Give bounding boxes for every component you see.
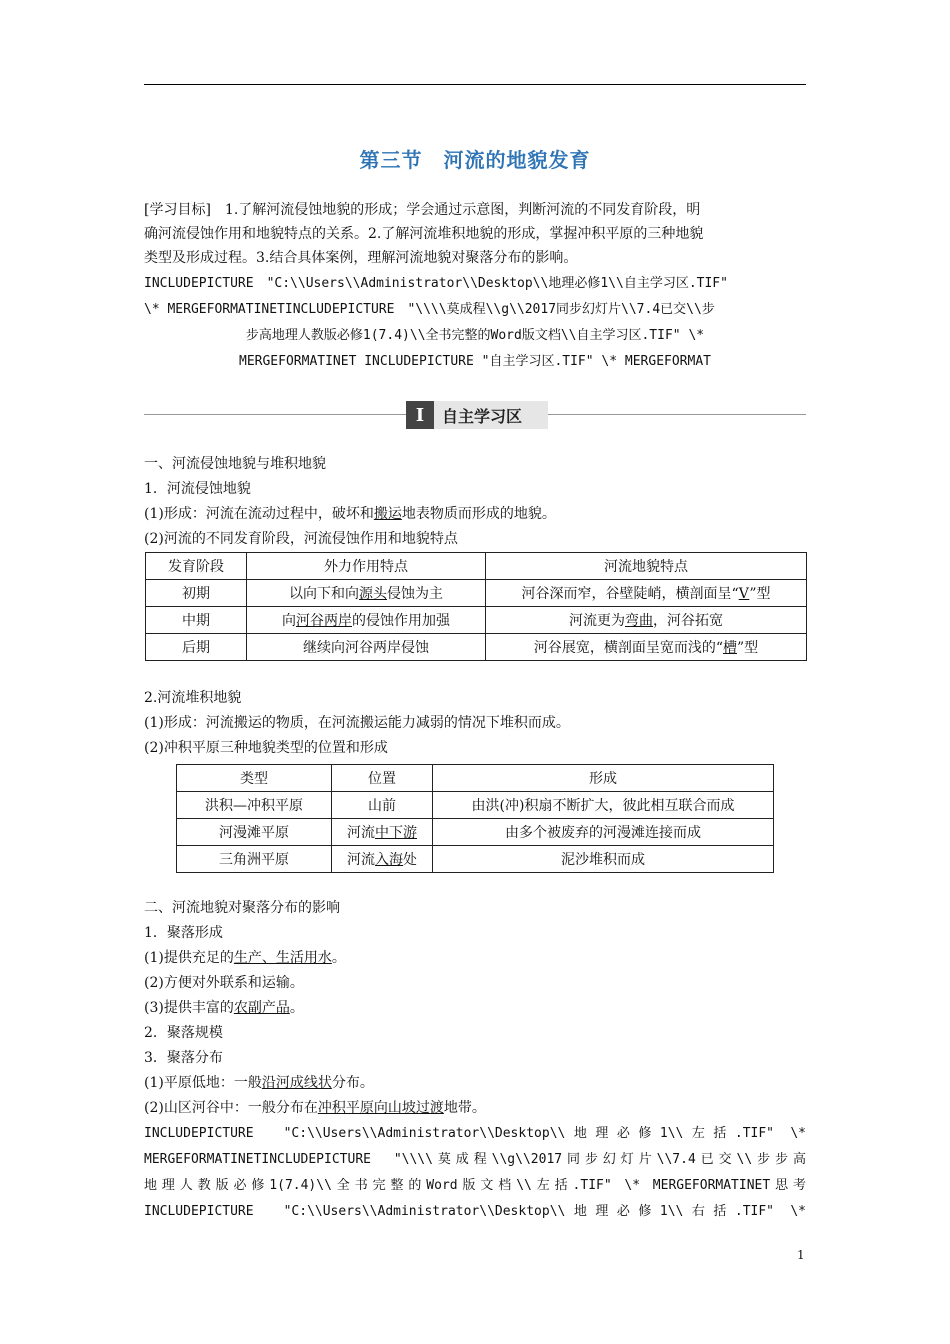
- answer-key: 弯曲: [625, 613, 653, 629]
- answer-key: 槽: [723, 640, 737, 656]
- table-header: 形成: [433, 765, 774, 792]
- answer-key: 河谷两岸: [296, 613, 352, 629]
- text: 河谷深而窄，谷壁陡峭，横剖面呈“: [521, 586, 739, 602]
- table-cell: 三角洲平原: [177, 846, 332, 873]
- text: ”型: [749, 586, 771, 602]
- table-cell: 中期: [146, 607, 247, 634]
- table-cell: [332, 846, 433, 873]
- table-cell: 河漫滩平原: [177, 819, 332, 846]
- table-row: [177, 819, 774, 846]
- table-header-row: [146, 553, 807, 580]
- section-label: 自主学习区: [442, 406, 523, 426]
- table-header: 河流地貌特点: [486, 553, 807, 580]
- table-cell: 泥沙堆积而成: [433, 846, 774, 873]
- table-cell: 继续向河谷两岸侵蚀: [247, 634, 486, 661]
- include-field-line-2: \* MERGEFORMATINETINCLUDEPICTURE "\\\\莫成程\\g\\2017同步幻灯片\\7.4已交\\步: [144, 302, 715, 317]
- text: 河谷展宽，横剖面呈宽而浅的“: [533, 640, 723, 656]
- include-field-bottom-2: MERGEFORMATINETINCLUDEPICTURE "\\\\莫成程\\g\\2017同步幻灯片\\7.4已交\\步步高: [144, 1152, 806, 1167]
- table-cell: [486, 607, 807, 634]
- text: 地表物质而形成的地貌。: [401, 506, 556, 522]
- include-field-bottom-3: 地理人教版必修1(7.4)\\全书完整的Word版文档\\左括.TIF" \* MERGEFORMATINET思考: [144, 1178, 806, 1193]
- table-cell: [247, 580, 486, 607]
- table-cell: 山前: [332, 792, 433, 819]
- table-row: [177, 792, 774, 819]
- part1-sub2: 2.河流堆积地貌: [144, 690, 242, 706]
- text: 分布。: [331, 1075, 374, 1091]
- table-cell: 由多个被废弃的河漫滩连接而成: [433, 819, 774, 846]
- text: 处: [403, 852, 417, 868]
- table-row: [177, 846, 774, 873]
- answer-key: 农副产品: [233, 1000, 290, 1016]
- include-field-bottom-4: INCLUDEPICTURE "C:\\Users\\Administrator\\Desktop\\地理必修1\\右括.TIF" \*: [144, 1204, 806, 1219]
- table-cell: 初期: [146, 580, 247, 607]
- table-cell: [486, 634, 807, 661]
- section-banner-box: [406, 401, 548, 429]
- deposition-types-intro: (2)冲积平原三种地貌类型的位置和形成: [144, 740, 388, 756]
- answer-key: 生产、生活用水: [233, 950, 332, 966]
- table-header: 外力作用特点: [247, 553, 486, 580]
- answer-key: 搬运: [373, 506, 402, 522]
- table-header: 位置: [332, 765, 433, 792]
- answer-key: 沿河成线状: [261, 1075, 332, 1091]
- table-cell: [486, 580, 807, 607]
- text: 以向下和向: [289, 586, 359, 602]
- settlement-item-1: [144, 946, 806, 970]
- text: (1)形成：河流在流动过程中，破坏和: [144, 506, 374, 522]
- objectives-line-1: [学习目标] 1.了解河流侵蚀地貌的形成；学会通过示意图，判断河流的不同发育阶段，明: [144, 202, 701, 218]
- table-cell: [332, 819, 433, 846]
- include-field-bottom-1: INCLUDEPICTURE "C:\\Users\\Administrator\\Desktop\\地理必修1\\左括.TIF" \*: [144, 1126, 806, 1141]
- text: ，河谷拓宽: [653, 613, 723, 629]
- text: (2)山区河谷中：一般分布在: [144, 1100, 318, 1116]
- answer-key: 源头: [359, 586, 387, 602]
- answer-key: 入海: [375, 852, 403, 868]
- text: (3)提供丰富的: [144, 1000, 234, 1016]
- text: ”型: [737, 640, 759, 656]
- text: 河流: [347, 852, 375, 868]
- section-numeral: I: [406, 401, 434, 429]
- part2-sub3: 3．聚落分布: [144, 1050, 223, 1066]
- text: 河流更为: [569, 613, 625, 629]
- answer-key: V: [738, 586, 750, 602]
- objectives-line-2: 确河流侵蚀作用和地貌特点的关系。2.了解河流堆积地貌的形成，掌握冲积平原的三种地貌: [144, 226, 704, 242]
- table-cell: [247, 607, 486, 634]
- header-rule: [144, 84, 806, 85]
- erosion-formation: [144, 502, 806, 526]
- include-field-line-3: 步高地理人教版必修1(7.4)\\全书完整的Word版文档\\自主学习区.TIF" \*: [245, 328, 705, 343]
- page-number: 1: [797, 1248, 805, 1262]
- alluvial-plain-table: [176, 764, 774, 873]
- settlement-item-2: (2)方便对外联系和运输。: [144, 975, 304, 991]
- text: 地带。: [443, 1100, 486, 1116]
- table-header: 类型: [177, 765, 332, 792]
- text: (1)平原低地：一般: [144, 1075, 262, 1091]
- table-cell: 后期: [146, 634, 247, 661]
- page-title: 第三节 河流的地貌发育: [359, 148, 591, 172]
- text: 。: [331, 950, 346, 966]
- table-header-row: [177, 765, 774, 792]
- table-header: 发育阶段: [146, 553, 247, 580]
- text: (1)提供充足的: [144, 950, 234, 966]
- include-field-line-1: INCLUDEPICTURE "C:\\Users\\Administrator\\Desktop\\地理必修1\\自主学习区.TIF": [144, 276, 728, 291]
- distribution-item-2: [144, 1096, 806, 1120]
- answer-key: 中下游: [375, 825, 417, 841]
- include-field-line-4: MERGEFORMATINET INCLUDEPICTURE "自主学习区.TIF" \* MERGEFORMAT: [239, 354, 711, 369]
- table-cell: 洪积—冲积平原: [177, 792, 332, 819]
- distribution-item-1: [144, 1071, 806, 1095]
- part2-sub2: 2．聚落规模: [144, 1025, 223, 1041]
- text: 向: [282, 613, 296, 629]
- erosion-stages-table: [145, 552, 807, 661]
- settlement-item-3: [144, 996, 806, 1020]
- part1-heading: 一、河流侵蚀地貌与堆积地貌: [144, 456, 326, 472]
- table-cell: 由洪(冲)积扇不断扩大，彼此相互联合而成: [433, 792, 774, 819]
- text: 的侵蚀作用加强: [352, 613, 450, 629]
- table-row: [146, 607, 807, 634]
- part2-sub1: 1．聚落形成: [144, 925, 223, 941]
- deposition-formation: (1)形成：河流搬运的物质，在河流搬运能力减弱的情况下堆积而成。: [144, 715, 570, 731]
- text: 河流: [347, 825, 375, 841]
- table-row: [146, 634, 807, 661]
- text: 。: [289, 1000, 304, 1016]
- section-banner: [144, 401, 806, 429]
- objectives-line-3: 类型及形成过程。3.结合具体案例，理解河流地貌对聚落分布的影响。: [144, 250, 578, 266]
- table-row: [146, 580, 807, 607]
- answer-key: 冲积平原向山坡过渡: [317, 1100, 444, 1116]
- part1-sub1: 1．河流侵蚀地貌: [144, 481, 251, 497]
- stages-intro: (2)河流的不同发育阶段，河流侵蚀作用和地貌特点: [144, 531, 458, 547]
- text: 侵蚀为主: [387, 586, 443, 602]
- part2-heading: 二、河流地貌对聚落分布的影响: [144, 900, 340, 916]
